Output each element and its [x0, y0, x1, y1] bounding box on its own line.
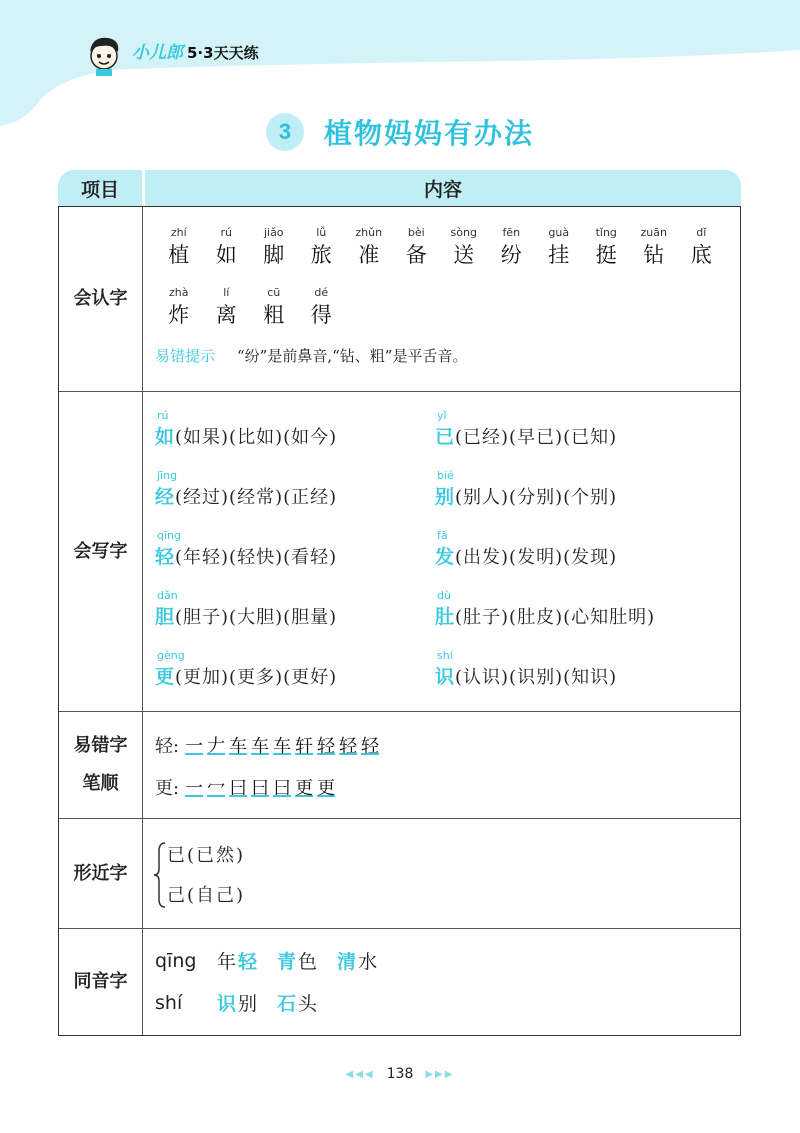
write-phrases: (更加)(更多)(更好) — [175, 667, 338, 688]
char-hanzi: 如 — [215, 243, 237, 267]
stroke-step: 车 — [273, 732, 291, 758]
error-tip — [155, 345, 467, 366]
brand-title — [132, 38, 259, 63]
row-label-write: 会写字 — [59, 392, 143, 711]
stroke-line-qing — [155, 732, 381, 758]
homophone-pinyin-2: shí — [155, 991, 183, 1014]
write-item — [155, 588, 435, 634]
char-cell — [155, 225, 203, 269]
brand-logo: 小儿郎 — [132, 43, 183, 63]
char-cell — [203, 225, 251, 269]
homophone-word: 识别 — [217, 993, 260, 1015]
write-words — [435, 544, 735, 571]
stroke-step: 轻 — [361, 732, 379, 758]
stroke-step: 车 — [251, 732, 269, 758]
write-pinyin: shí — [437, 649, 453, 662]
column-header-item: 项目 — [58, 170, 142, 206]
char-cell — [298, 285, 346, 329]
stroke-line-geng — [155, 774, 337, 800]
write-pinyin: bié — [437, 469, 454, 482]
write-phrases: (出发)(发明)(发现) — [455, 547, 618, 568]
char-cell — [250, 225, 298, 269]
write-words — [155, 484, 435, 511]
write-char: 轻 — [155, 546, 176, 568]
write-item — [155, 648, 435, 694]
char-cell — [440, 225, 488, 269]
write-char: 发 — [435, 546, 456, 568]
write-item — [435, 468, 735, 514]
char-hanzi: 挺 — [595, 243, 617, 267]
write-item — [435, 648, 735, 694]
char-hanzi: 纷 — [500, 243, 522, 267]
write-item — [155, 408, 435, 454]
recognize-line-2 — [155, 285, 345, 329]
row-stroke-order — [59, 711, 740, 818]
write-item — [435, 588, 735, 634]
write-words — [435, 484, 735, 511]
write-phrases: (年轻)(轻快)(看轻) — [175, 547, 338, 568]
recognize-content — [143, 207, 740, 391]
char-cell — [678, 225, 726, 269]
stroke-step: 冖 — [207, 774, 225, 800]
stroke-step: 曰 — [251, 774, 269, 800]
char-hanzi: 得 — [310, 303, 332, 327]
write-phrases: (别人)(分别)(个别) — [455, 487, 618, 508]
homophone-word: 清水 — [337, 951, 380, 973]
label-error-prone: 易错字 — [73, 735, 128, 756]
row-homophone — [59, 928, 740, 1035]
write-phrases: (如果)(比如)(如今) — [175, 427, 338, 448]
row-similar — [59, 818, 740, 928]
write-pinyin: qīng — [157, 529, 181, 542]
char-hanzi: 准 — [358, 243, 380, 267]
char-hanzi: 粗 — [263, 303, 285, 327]
write-phrases: (经过)(经常)(正经) — [175, 487, 338, 508]
stroke-step: 更 — [295, 774, 313, 800]
lesson-heading — [0, 112, 800, 152]
char-cell — [203, 285, 251, 329]
write-words — [435, 664, 735, 691]
write-words — [435, 424, 735, 451]
char-hanzi: 离 — [215, 303, 237, 327]
similar-content — [143, 819, 740, 928]
write-pinyin: fā — [437, 529, 448, 542]
row-recognize — [59, 207, 740, 391]
lesson-table — [58, 206, 741, 1036]
homophone-pinyin-1: qīng — [155, 949, 197, 972]
write-words — [435, 604, 735, 631]
stroke-step: 曰 — [229, 774, 247, 800]
char-hanzi: 送 — [453, 243, 475, 267]
char-pinyin: rú — [220, 226, 232, 239]
similar-line-1: 已(已然) — [167, 845, 246, 866]
write-item — [155, 468, 435, 514]
char-hanzi: 备 — [405, 243, 427, 267]
write-item — [155, 528, 435, 574]
write-item — [435, 408, 735, 454]
char-cell — [393, 225, 441, 269]
brace-icon — [153, 841, 167, 909]
row-label-homophone: 同音字 — [59, 929, 143, 1035]
char-pinyin: guà — [548, 226, 570, 239]
char-hanzi: 钻 — [643, 243, 665, 267]
stroke-step: 曰 — [273, 774, 291, 800]
char-hanzi: 挂 — [548, 243, 570, 267]
brand-series: 5·3天天练 — [187, 44, 259, 62]
write-words — [155, 544, 435, 571]
write-phrases: (认识)(识别)(知识) — [455, 667, 618, 688]
char-pinyin: jiǎo — [263, 226, 284, 239]
write-words — [155, 664, 435, 691]
tip-label: 易错提示 — [155, 347, 216, 365]
lesson-number: 3 — [266, 113, 304, 151]
write-grid — [155, 408, 735, 694]
char-hanzi: 炸 — [168, 303, 190, 327]
char-pinyin: dé — [314, 286, 329, 299]
char-cell — [583, 225, 631, 269]
mascot-icon — [84, 32, 124, 76]
char-pinyin: zuān — [640, 226, 667, 239]
write-char: 胆 — [155, 606, 176, 628]
write-pinyin: dù — [437, 589, 451, 602]
lesson-title: 植物妈妈有办法 — [323, 117, 534, 150]
char-pinyin: zhà — [169, 286, 189, 299]
char-cell — [630, 225, 678, 269]
char-pinyin: sòng — [450, 226, 477, 239]
write-char: 别 — [435, 486, 456, 508]
char-cell — [535, 225, 583, 269]
column-header-content: 内容 — [145, 170, 741, 206]
write-pinyin: yǐ — [437, 409, 447, 422]
row-label-stroke — [59, 712, 143, 818]
write-pinyin: rú — [157, 409, 169, 422]
write-char: 识 — [435, 666, 456, 688]
label-stroke-order: 笔顺 — [82, 773, 119, 794]
homophone-line-1 — [155, 947, 397, 974]
char-cell — [345, 225, 393, 269]
char-pinyin: cū — [267, 286, 281, 299]
stroke-step: 车 — [229, 732, 247, 758]
stroke-char-geng: 更: — [155, 778, 180, 799]
write-char: 更 — [155, 666, 176, 688]
row-label-recognize: 会认字 — [59, 207, 143, 391]
homophone-word: 青色 — [277, 951, 320, 973]
stroke-step: 𠂇 — [207, 732, 225, 758]
tip-text: “纷”是前鼻音,“钻、粗”是平舌音。 — [237, 347, 468, 365]
char-hanzi: 脚 — [263, 243, 285, 267]
char-pinyin: bèi — [407, 226, 425, 239]
homophone-word: 年轻 — [217, 951, 260, 973]
right-arrows-icon: ▶▶▶ — [425, 1068, 455, 1080]
char-cell — [298, 225, 346, 269]
page-number: 138 — [386, 1066, 414, 1082]
write-words — [155, 604, 435, 631]
page-footer — [0, 1066, 800, 1082]
write-char: 如 — [155, 426, 176, 448]
stroke-step: 一 — [185, 732, 203, 758]
stroke-char-qing: 轻: — [155, 736, 180, 757]
similar-line-2: 己(自己) — [167, 885, 246, 906]
homophone-line-2 — [155, 989, 337, 1016]
row-label-similar: 形近字 — [59, 819, 143, 928]
char-cell — [488, 225, 536, 269]
write-char: 肚 — [435, 606, 456, 628]
stroke-step: 轻 — [317, 732, 335, 758]
char-pinyin: lǚ — [316, 226, 327, 239]
char-pinyin: zhí — [170, 226, 187, 239]
char-pinyin: tǐng — [595, 226, 617, 239]
char-pinyin: dǐ — [696, 226, 707, 239]
stroke-step: 轻 — [339, 732, 357, 758]
write-words — [155, 424, 435, 451]
stroke-step: 轩 — [295, 732, 313, 758]
recognize-line-1 — [155, 225, 725, 269]
char-cell — [155, 285, 203, 329]
stroke-step: 一 — [185, 774, 203, 800]
stroke-content — [143, 712, 740, 818]
write-pinyin: dǎn — [157, 589, 178, 602]
write-pinyin: gèng — [157, 649, 185, 662]
write-phrases: (肚子)(肚皮)(心知肚明) — [455, 607, 656, 628]
char-hanzi: 底 — [690, 243, 712, 267]
row-write — [59, 391, 740, 711]
write-char: 已 — [435, 426, 456, 448]
homophone-word: 石头 — [277, 993, 320, 1015]
homophone-content — [143, 929, 740, 1035]
write-phrases: (已经)(早已)(已知) — [455, 427, 618, 448]
write-phrases: (胆子)(大胆)(胆量) — [175, 607, 338, 628]
char-cell — [250, 285, 298, 329]
left-arrows-icon: ◀◀◀ — [345, 1068, 375, 1080]
char-pinyin: zhǔn — [355, 226, 383, 239]
char-pinyin: lí — [223, 286, 230, 299]
write-char: 经 — [155, 486, 176, 508]
char-pinyin: fēn — [502, 226, 521, 239]
char-hanzi: 植 — [168, 243, 190, 267]
write-item — [435, 528, 735, 574]
char-hanzi: 旅 — [310, 243, 332, 267]
write-pinyin: jīng — [157, 469, 178, 482]
stroke-step: 更 — [317, 774, 335, 800]
write-content — [143, 392, 740, 711]
